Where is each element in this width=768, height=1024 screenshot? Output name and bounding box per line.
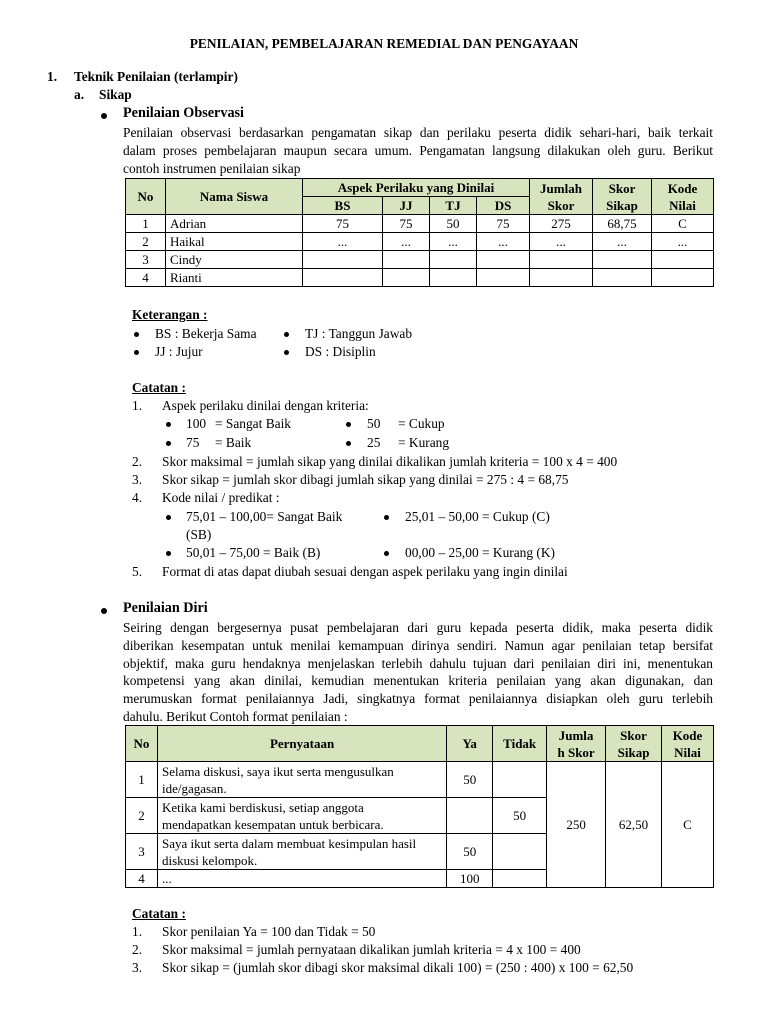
predikat-item: 00,00 – 25,00 = Kurang (K) bbox=[405, 545, 555, 560]
cell: ... bbox=[593, 233, 652, 251]
bullet-icon bbox=[346, 441, 351, 446]
cell bbox=[652, 269, 714, 287]
cell bbox=[530, 251, 593, 269]
page-title: PENILAIAN, PEMBELAJARAN REMEDIAL DAN PENGAYAAN bbox=[189, 36, 579, 51]
kriteria-value: 50 bbox=[367, 416, 381, 431]
kriteria-label: = Kurang bbox=[398, 435, 450, 450]
cell: C bbox=[652, 215, 714, 233]
cell: 3 bbox=[126, 251, 166, 269]
cell bbox=[493, 834, 547, 870]
cell bbox=[493, 762, 547, 798]
keterangan-item: BS : Bekerja Sama bbox=[155, 326, 257, 341]
subsection-heading: Sikap bbox=[99, 87, 132, 102]
header-no: No bbox=[126, 179, 166, 215]
diri-line: objektif, maka guru hendaknya menjelaskan terlebih dahulu tujuan dari penilaian diri ini, menentukan bbox=[123, 655, 713, 671]
diri-heading: Penilaian Diri bbox=[123, 600, 208, 616]
keterangan-label: Keterangan : bbox=[132, 307, 208, 322]
predikat-item: 50,01 – 75,00 = Baik (B) bbox=[186, 545, 321, 560]
cell bbox=[530, 269, 593, 287]
cell bbox=[383, 269, 430, 287]
observasi-line: dalam proses pembelajaran maupun secara umum. Pengamatan langsung dilakukan oleh guru. Berikut bbox=[123, 142, 713, 158]
cell: ... bbox=[303, 233, 383, 251]
observasi-table bbox=[125, 178, 714, 287]
catatan-item: Skor sikap = (jumlah skor dibagi skor maksimal dikali 100) = (250 : 400) x 100 = 62,50 bbox=[162, 960, 634, 975]
kode-nilai-cell: C bbox=[662, 762, 714, 888]
header-pernyataan: Pernyataan bbox=[157, 726, 446, 762]
bullet-icon bbox=[284, 350, 289, 355]
header-ds: DS bbox=[477, 197, 530, 215]
header-aspek: Aspek Perilaku yang Dinilai bbox=[303, 179, 530, 197]
header-bs: BS bbox=[303, 197, 383, 215]
section-heading: Teknik Penilaian (terlampir) bbox=[74, 69, 238, 84]
catatan-item: Skor penilaian Ya = 100 dan Tidak = 50 bbox=[162, 924, 376, 939]
cell: 50 bbox=[430, 215, 477, 233]
header-tidak: Tidak bbox=[493, 726, 547, 762]
diri-line: Seiring dengan bergesernya pusat pembelajaran dari guru kepada peserta didik, maka peserta didik bbox=[123, 620, 713, 635]
cell: 50 bbox=[447, 834, 493, 870]
diri-line: diberikan kesempatan untuk menilai kemampuan dirinya sendiri. Namun agar penilaian tetap bersifat bbox=[123, 637, 713, 653]
kriteria-label: = Cukup bbox=[398, 416, 445, 431]
keterangan-item: DS : Disiplin bbox=[305, 344, 376, 359]
cell bbox=[303, 269, 383, 287]
cell: 1 bbox=[126, 215, 166, 233]
cell: 275 bbox=[530, 215, 593, 233]
header-nama-siswa: Nama Siswa bbox=[166, 179, 303, 215]
catatan-item: Kode nilai / predikat : bbox=[162, 490, 280, 505]
cell bbox=[493, 870, 547, 888]
cell: 75 bbox=[477, 215, 530, 233]
jumlah-skor-cell: 250 bbox=[547, 762, 606, 888]
cell bbox=[593, 251, 652, 269]
pernyataan-cell: ... bbox=[157, 870, 446, 888]
cell: Adrian bbox=[166, 215, 303, 233]
cell: 3 bbox=[126, 834, 158, 870]
diri-line: kompetensi yang akan dinilai, kemudian menentukan kriteria penilaian yang akan digunakan, dan bbox=[123, 673, 713, 689]
predikat-item: 75,01 – 100,00= Sangat Baik bbox=[186, 509, 343, 524]
header-ya: Ya bbox=[447, 726, 493, 762]
pernyataan-cell: Ketika kami berdiskusi, setiap anggota mendapatkan kesempatan untuk berbicara. bbox=[157, 798, 446, 834]
kriteria-label: = Sangat Baik bbox=[215, 416, 291, 431]
catatan-item: Skor maksimal = jumlah sikap yang dinilai dikalikan jumlah kriteria = 100 x 4 = 400 bbox=[162, 454, 618, 469]
cell: 100 bbox=[447, 870, 493, 888]
list-number: 1. bbox=[132, 398, 143, 413]
cell: ... bbox=[383, 233, 430, 251]
cell: 75 bbox=[383, 215, 430, 233]
list-number: 2. bbox=[132, 942, 143, 957]
diri-line: merumuskan format penilaiannya Jadi, singkatnya format penilaiannya disiapkan oleh guru terlebih bbox=[123, 691, 713, 707]
kriteria-value: 100 bbox=[186, 416, 207, 431]
cell: 4 bbox=[126, 269, 166, 287]
cell bbox=[430, 269, 477, 287]
header-kode-nilai: Kode Nilai bbox=[652, 179, 714, 215]
cell bbox=[652, 251, 714, 269]
cell bbox=[447, 798, 493, 834]
keterangan-item: JJ : Jujur bbox=[155, 344, 203, 359]
section-number: 1. bbox=[47, 69, 58, 84]
diri-table bbox=[125, 725, 714, 888]
subsection-letter: a. bbox=[74, 87, 85, 102]
kriteria-label: = Baik bbox=[215, 435, 252, 450]
cell: ... bbox=[477, 233, 530, 251]
cell: 2 bbox=[126, 798, 158, 834]
table-row bbox=[126, 215, 714, 233]
table-row bbox=[126, 251, 714, 269]
bullet-icon bbox=[166, 515, 171, 520]
bullet-icon bbox=[101, 608, 107, 614]
list-number: 3. bbox=[132, 472, 143, 487]
catatan-label: Catatan : bbox=[132, 906, 186, 921]
cell: 50 bbox=[493, 798, 547, 834]
cell: ... bbox=[430, 233, 477, 251]
list-number: 5. bbox=[132, 564, 143, 579]
catatan-item: Format di atas dapat diubah sesuai dengan aspek perilaku yang ingin dinilai bbox=[162, 564, 568, 579]
header-kode-nilai: Kode Nilai bbox=[662, 726, 714, 762]
cell bbox=[477, 251, 530, 269]
skor-sikap-cell: 62,50 bbox=[606, 762, 662, 888]
header-jumlah-skor: Jumla h Skor bbox=[547, 726, 606, 762]
cell: Rianti bbox=[166, 269, 303, 287]
cell: 68,75 bbox=[593, 215, 652, 233]
predikat-item-cont: (SB) bbox=[186, 527, 212, 542]
bullet-icon bbox=[284, 332, 289, 337]
pernyataan-cell: Selama diskusi, saya ikut serta mengusulkan ide/gagasan. bbox=[157, 762, 446, 798]
table-row bbox=[126, 269, 714, 287]
cell: 2 bbox=[126, 233, 166, 251]
kriteria-value: 25 bbox=[367, 435, 381, 450]
header-skor-sikap: Skor Sikap bbox=[593, 179, 652, 215]
bullet-icon bbox=[346, 422, 351, 427]
cell bbox=[477, 269, 530, 287]
pernyataan-cell: Saya ikut serta dalam membuat kesimpulan hasil diskusi kelompok. bbox=[157, 834, 446, 870]
observasi-line: contoh instrumen penilaian sikap bbox=[123, 160, 301, 176]
bullet-icon bbox=[166, 422, 171, 427]
cell: 50 bbox=[447, 762, 493, 798]
keterangan-item: TJ : Tanggun Jawab bbox=[305, 326, 413, 341]
bullet-icon bbox=[166, 441, 171, 446]
cell: 75 bbox=[303, 215, 383, 233]
bullet-icon bbox=[134, 350, 139, 355]
cell: Cindy bbox=[166, 251, 303, 269]
cell: ... bbox=[530, 233, 593, 251]
cell: ... bbox=[652, 233, 714, 251]
catatan-item: Skor sikap = jumlah skor dibagi jumlah sikap yang dinilai = 275 : 4 = 68,75 bbox=[162, 472, 569, 487]
catatan-item: Skor maksimal = jumlah pernyataan dikalikan jumlah kriteria = 4 x 100 = 400 bbox=[162, 942, 581, 957]
list-number: 4. bbox=[132, 490, 143, 505]
header-tj: TJ bbox=[430, 197, 477, 215]
observasi-heading: Penilaian Observasi bbox=[123, 105, 244, 121]
cell: 4 bbox=[126, 870, 158, 888]
header-jumlah-skor: Jumlah Skor bbox=[530, 179, 593, 215]
bullet-icon bbox=[134, 332, 139, 337]
bullet-icon bbox=[384, 515, 389, 520]
table-row bbox=[126, 762, 714, 798]
observasi-paragraph bbox=[123, 124, 713, 177]
catatan-item: Aspek perilaku dinilai dengan kriteria: bbox=[162, 398, 369, 413]
list-number: 2. bbox=[132, 454, 143, 469]
cell bbox=[383, 251, 430, 269]
catatan-label: Catatan : bbox=[132, 380, 186, 395]
cell bbox=[593, 269, 652, 287]
kriteria-value: 75 bbox=[186, 435, 200, 450]
diri-paragraph bbox=[123, 619, 713, 726]
cell: 1 bbox=[126, 762, 158, 798]
table-row bbox=[126, 233, 714, 251]
cell bbox=[430, 251, 477, 269]
bullet-icon bbox=[384, 551, 389, 556]
cell bbox=[303, 251, 383, 269]
diri-line: dahulu. Berikut Contoh format penilaian : bbox=[123, 708, 348, 724]
header-no: No bbox=[126, 726, 158, 762]
header-jj: JJ bbox=[383, 197, 430, 215]
observasi-line: Penilaian observasi berdasarkan pengamatan sikap dan perilaku peserta didik sehari-hari, baik terkait bbox=[123, 125, 713, 140]
list-number: 1. bbox=[132, 924, 143, 939]
predikat-item: 25,01 – 50,00 = Cukup (C) bbox=[405, 509, 550, 524]
bullet-icon bbox=[101, 113, 107, 119]
bullet-icon bbox=[166, 551, 171, 556]
cell: Haikal bbox=[166, 233, 303, 251]
list-number: 3. bbox=[132, 960, 143, 975]
header-skor-sikap: Skor Sikap bbox=[606, 726, 662, 762]
